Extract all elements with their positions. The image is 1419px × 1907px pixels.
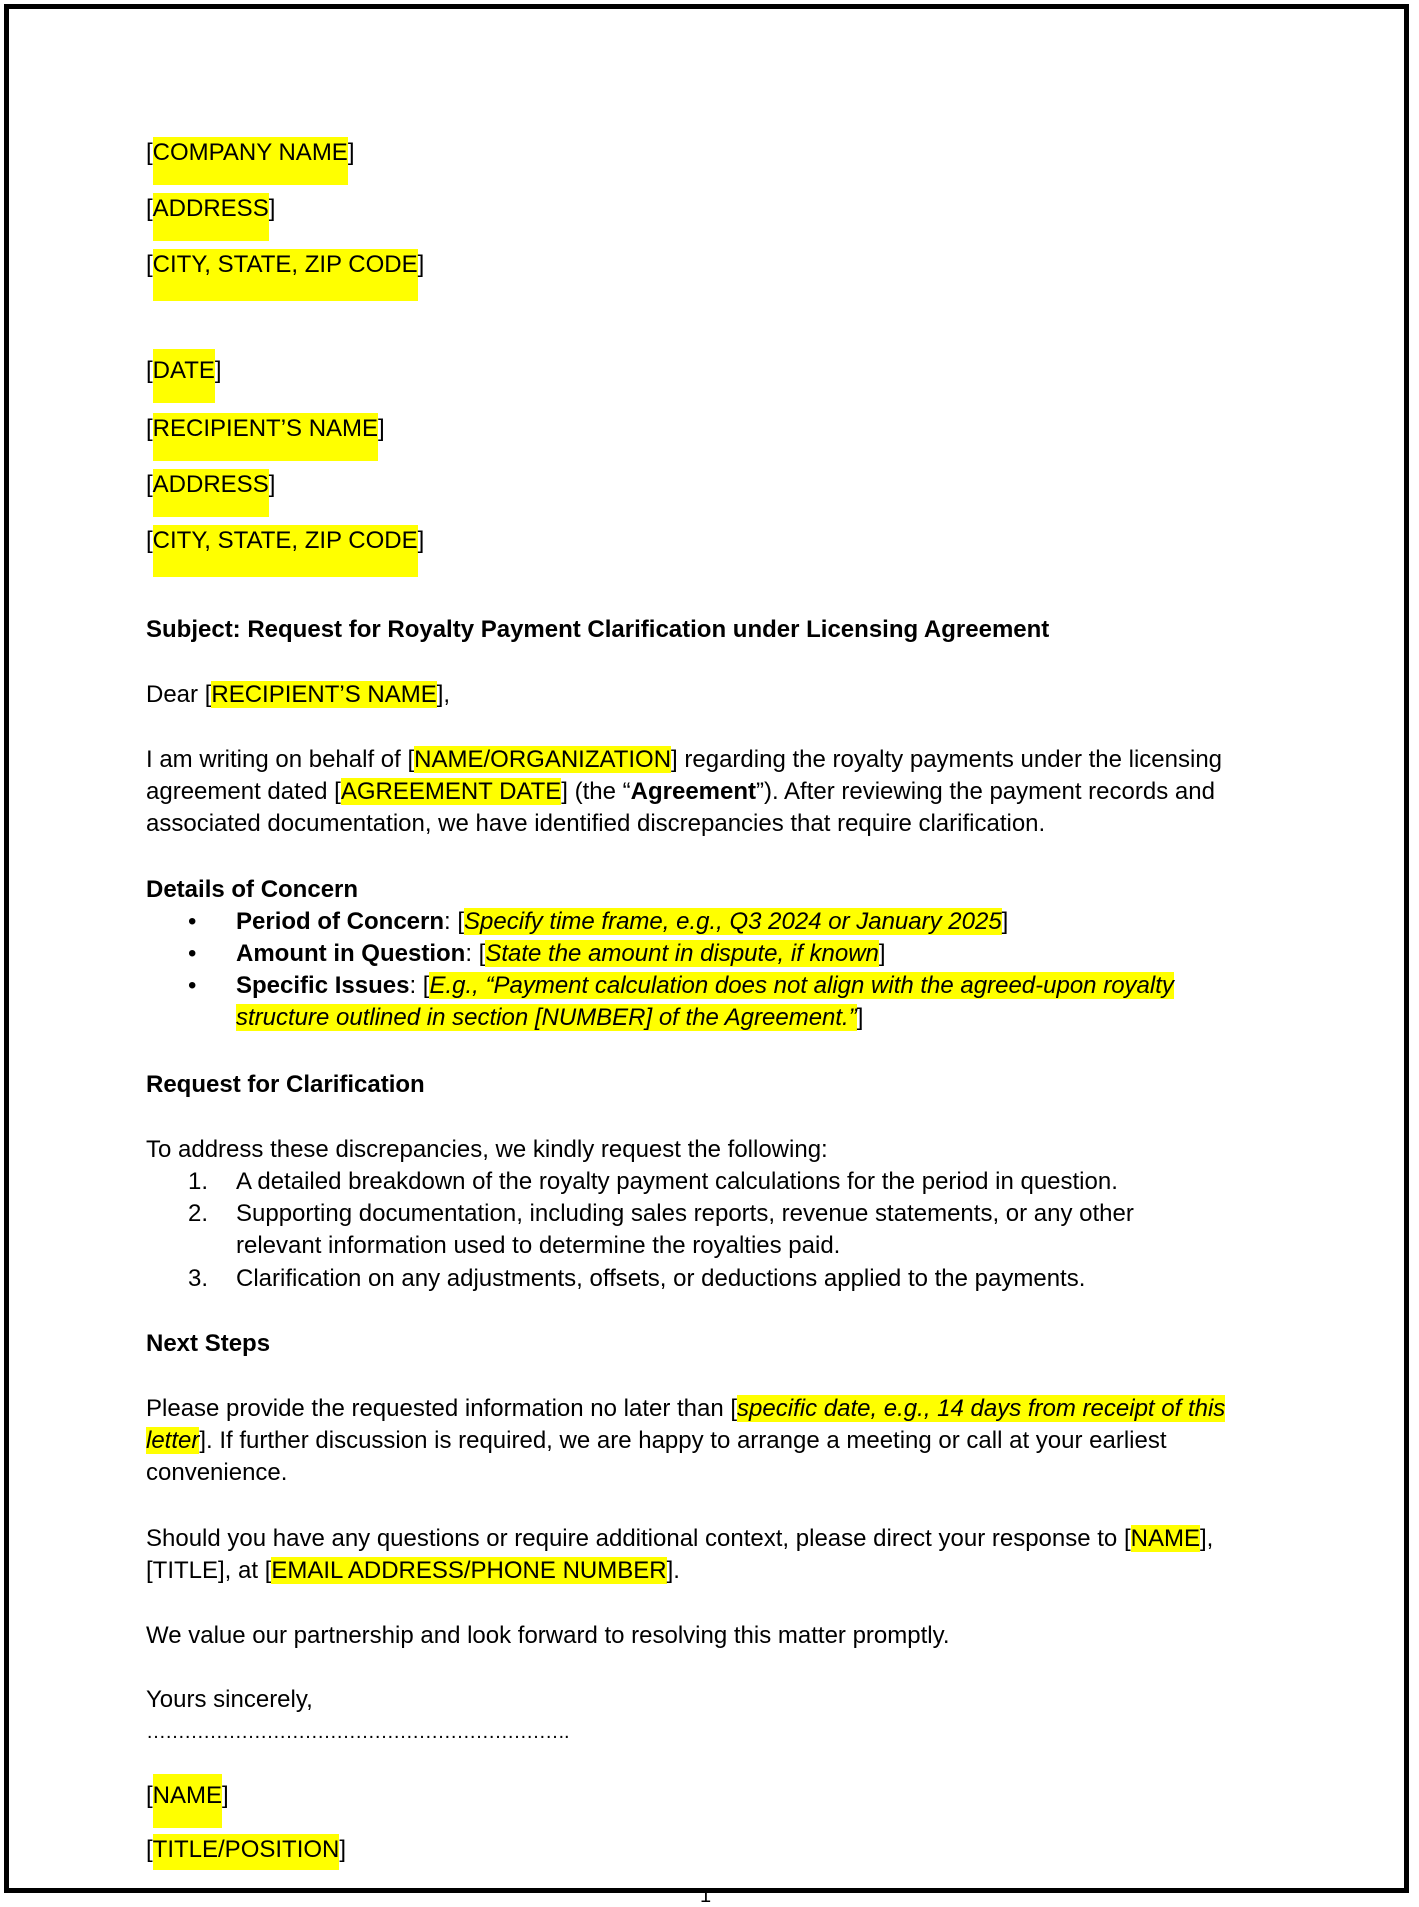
sign-off: Yours sincerely, [146, 1686, 313, 1713]
bullet-icon: • [188, 908, 197, 935]
signer-name: [NAME] [146, 1780, 229, 1828]
bullet-icon: • [188, 940, 197, 967]
subject-line: Subject: Request for Royalty Payment Clarification under Licensing Agreement [146, 616, 1050, 643]
recipient-address: [ADDRESS] [146, 469, 275, 517]
sender-company: [COMPANY NAME] [146, 137, 354, 185]
contact-paragraph: Should you have any questions or require additional context, please direct your response to [NAME], [TITLE], at [EMAIL ADDRESS/PHONE NUMBER]. [146, 1525, 1214, 1584]
recipient-name: [RECIPIENT’S NAME] [146, 413, 385, 461]
next-steps-paragraph: Please provide the requested information no later than [specific date, e.g., 14 days from receipt of this letter]. If further discussion is required, we are happy to arrange a meeting or call at your earliest convenience. [146, 1395, 1226, 1486]
sender-address: [ADDRESS] [146, 193, 275, 241]
bullet-icon: • [188, 972, 197, 999]
details-heading: Details of Concern [146, 876, 359, 903]
page-number: 1 [700, 1885, 712, 1907]
closing-line: We value our partnership and look forward to resolving this matter promptly. [146, 1622, 950, 1649]
sender-city: [CITY, STATE, ZIP CODE] [146, 249, 424, 301]
next-steps-heading: Next Steps [146, 1330, 271, 1357]
request-intro: To address these discrepancies, we kindly request the following: [146, 1136, 828, 1163]
request-heading: Request for Clarification [146, 1071, 425, 1098]
signature-line: …………………………………………………………. [146, 1721, 569, 1743]
letter-date: [DATE] [146, 355, 222, 403]
intro-paragraph: I am writing on behalf of [NAME/ORGANIZATION] regarding the royalty payments under the licensing agreement dated [AGREEMENT DATE] (the “Agreement”). After reviewing the payment records and associated documentation, we have identified discrepancies that require clarification. [146, 746, 1223, 837]
signer-title: [TITLE/POSITION] [146, 1834, 346, 1870]
salutation: Dear [RECIPIENT’S NAME], [146, 681, 451, 708]
recipient-city: [CITY, STATE, ZIP CODE] [146, 525, 424, 577]
